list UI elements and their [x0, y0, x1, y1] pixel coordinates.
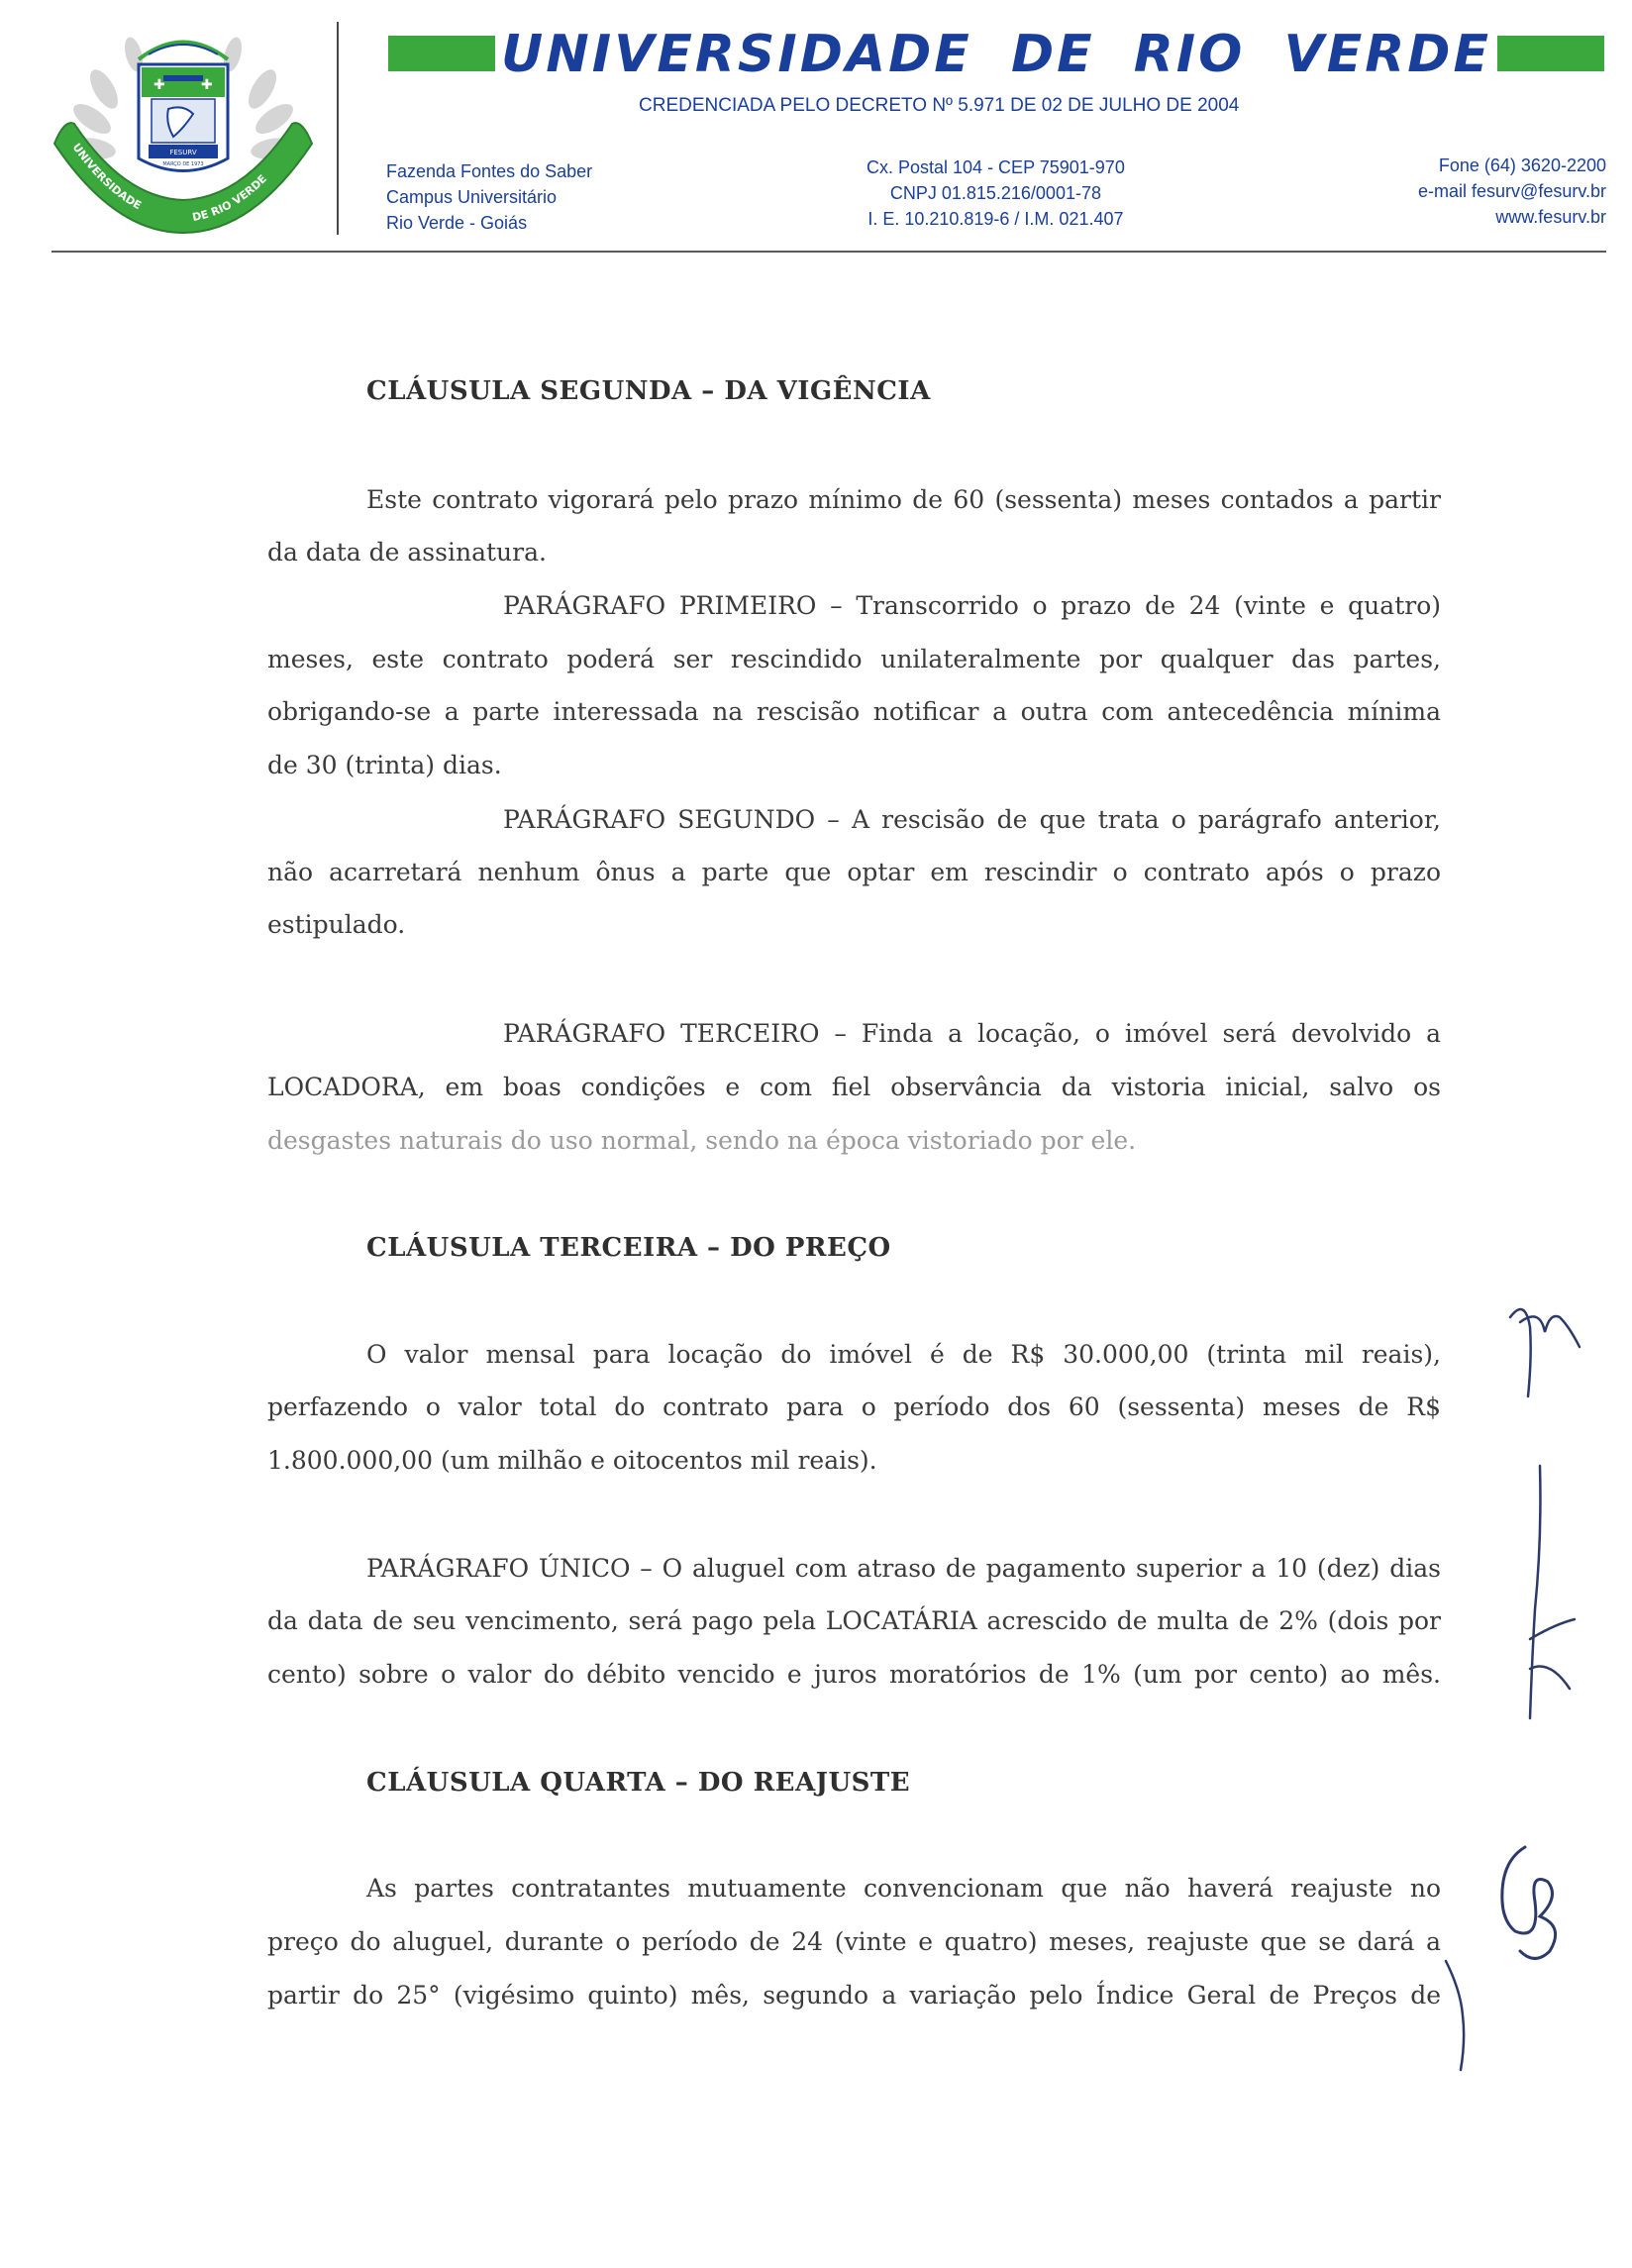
seal-subtext: MARÇO DE 1973 [162, 161, 204, 167]
header-divider [51, 251, 1606, 253]
phone: Fone (64) 3620-2200 [1438, 155, 1606, 175]
address-left [386, 158, 592, 236]
paragraph-line: PARÁGRAFO ÚNICO – O aluguel com atraso de pagamento superior a 10 (dez) dias [366, 1554, 1441, 1583]
credential-line: CREDENCIADA PELO DECRETO Nº 5.971 DE 02 DE JULHO DE 2004 [639, 95, 1240, 116]
paragraph-line: PARÁGRAFO SEGUNDO – A rescisão de que trata o parágrafo anterior, [503, 805, 1441, 834]
university-title [501, 22, 1491, 87]
title-word: VERDE [1283, 25, 1491, 84]
title-bar-right [1497, 36, 1604, 71]
address-middle [867, 155, 1125, 232]
paragraph-line: não acarretará nenhum ônus a parte que optar em rescindir o contrato após o prazo [267, 858, 1441, 886]
svg-text:✚: ✚ [201, 77, 213, 93]
paragraph-line: obrigando-se a parte interessada na rescisão notificar a outra com antecedência mínima [267, 697, 1441, 726]
heading-clausula-segunda: CLÁUSULA SEGUNDA – DA VIGÊNCIA [366, 376, 931, 406]
address-line: Cx. Postal 104 - CEP 75901-970 [867, 157, 1125, 177]
paragraph-line: LOCADORA, em boas condições e com fiel observância da vistoria inicial, salvo os [267, 1073, 1441, 1101]
paragraph-line: de 30 (trinta) dias. [267, 751, 502, 779]
university-title-row [388, 22, 1606, 91]
title-bar-left [388, 36, 495, 71]
address-line: Rio Verde - Goiás [386, 213, 528, 233]
paragraph-line: cento) sobre o valor do débito vencido e juros moratórios de 1% (um por cento) ao mês. [267, 1660, 1441, 1689]
handwritten-initials-signature [1500, 1288, 1589, 1416]
paragraph-line: da data de seu vencimento, será pago pela LOCATÁRIA acrescido de multa de 2% (dois por [267, 1606, 1441, 1635]
address-line: Campus Universitário [386, 187, 558, 207]
handwritten-rubric-signature [1500, 1461, 1589, 1738]
address-line: CNPJ 01.815.216/0001-78 [889, 183, 1101, 203]
paragraph-line: estipulado. [267, 910, 406, 939]
university-logo [45, 20, 322, 238]
heading-clausula-terceira: CLÁUSULA TERCEIRA – DO PREÇO [366, 1233, 891, 1263]
title-word: DE [1010, 25, 1095, 84]
paragraph-line: Este contrato vigorará pelo prazo mínimo de 60 (sessenta) meses contados a partir [366, 485, 1441, 514]
ribbon-right-text: DE RIO VERDE [191, 171, 269, 225]
paragraph-line: PARÁGRAFO TERCEIRO – Finda a locação, o imóvel será devolvido a [503, 1019, 1441, 1048]
address-line: I. E. 10.210.819-6 / I.M. 021.407 [867, 209, 1124, 229]
ribbon-left-text: UNIVERSIDADE [69, 141, 144, 213]
paragraph-line: partir do 25° (vigésimo quinto) mês, segundo a variação pelo Índice Geral de Preços de [267, 1981, 1441, 2010]
heading-clausula-quarta: CLÁUSULA QUARTA – DO REAJUSTE [366, 1768, 911, 1798]
website: www.fesurv.br [1495, 207, 1606, 227]
handwritten-page-number [1441, 1842, 1580, 2080]
paragraph-line: preço do aluguel, durante o período de 24 (vinte e quatro) meses, reajuste que se dará a [267, 1927, 1441, 1956]
svg-text:✚: ✚ [153, 77, 165, 93]
title-word: UNIVERSIDADE [501, 25, 972, 84]
paragraph-line: As partes contratantes mutuamente convencionam que não haverá reajuste no [366, 1874, 1441, 1903]
paragraph-line: perfazendo o valor total do contrato para o período dos 60 (sessenta) meses de R$ [267, 1392, 1441, 1421]
address-line: Fazenda Fontes do Saber [386, 161, 593, 181]
paragraph-line: meses, este contrato poderá ser rescindido unilateralmente por qualquer das partes, [267, 645, 1441, 673]
header-vertical-divider [337, 22, 339, 235]
paragraph-line: da data de assinatura. [267, 538, 547, 567]
seal-text: FESURV [169, 149, 197, 156]
title-word: RIO [1133, 25, 1246, 84]
address-right [1418, 153, 1606, 230]
paragraph-line: desgastes naturais do uso normal, sendo na época vistoriado por ele. [267, 1126, 1137, 1155]
paragraph-line: PARÁGRAFO PRIMEIRO – Transcorrido o prazo de 24 (vinte e quatro) [503, 591, 1441, 620]
page-number-value: 3 [1524, 1929, 1525, 1930]
paragraph-line: 1.800.000,00 (um milhão e oitocentos mil reais). [267, 1446, 877, 1475]
paragraph-line: O valor mensal para locação do imóvel é de R$ 30.000,00 (trinta mil reais), [366, 1340, 1441, 1369]
email: e-mail fesurv@fesurv.br [1418, 181, 1606, 201]
